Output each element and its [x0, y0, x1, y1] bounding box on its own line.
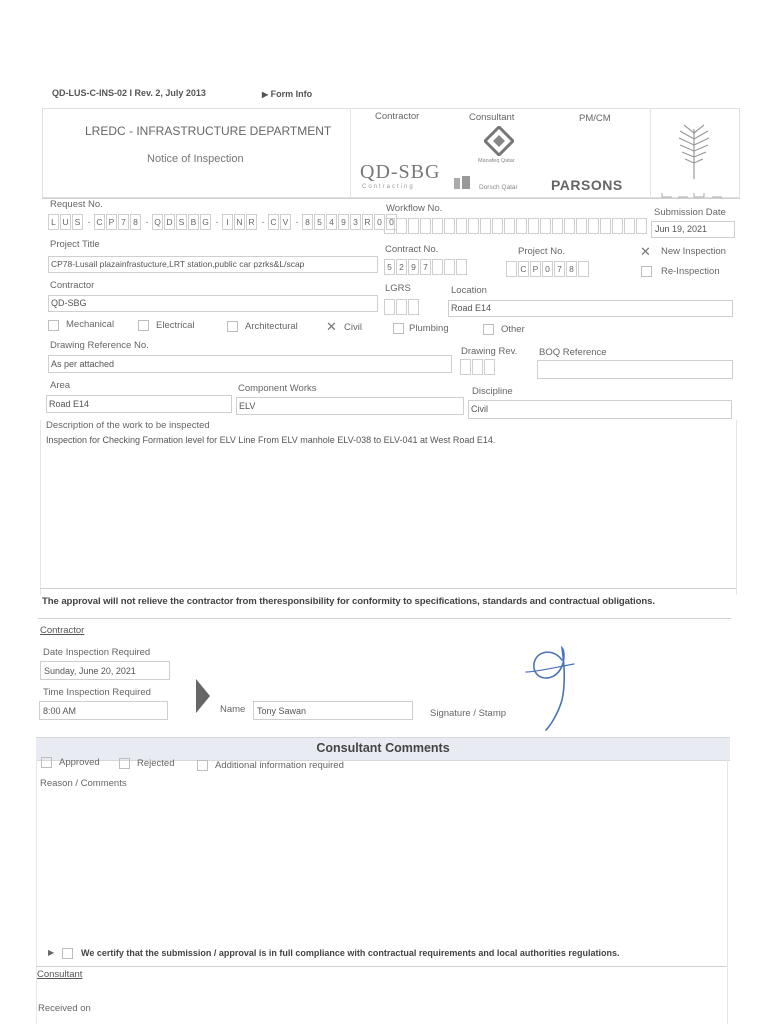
request-no-cell[interactable]: U [60, 214, 71, 230]
time-required-label: Time Inspection Required [43, 687, 151, 698]
workflow-no-cell[interactable] [408, 218, 419, 234]
contract-no-cell[interactable] [456, 259, 467, 275]
play-arrow-icon: ▶ [262, 90, 269, 99]
contractor-field[interactable]: QD-SBG [48, 295, 378, 312]
date-required-field[interactable]: Sunday, June 20, 2021 [40, 661, 170, 680]
request-no-cell[interactable]: 8 [130, 214, 141, 230]
workflow-no-cell[interactable] [516, 218, 527, 234]
request-no-cells [48, 214, 398, 230]
workflow-no-cell[interactable] [636, 218, 647, 234]
electrical-label: Electrical [156, 320, 195, 331]
drawing-rev-label: Drawing Rev. [461, 346, 518, 357]
certify-checkbox[interactable] [62, 948, 73, 959]
workflow-no-cell[interactable] [600, 218, 611, 234]
workflow-no-cell[interactable] [564, 218, 575, 234]
qdsbg-logo-sub: Contracting [362, 184, 415, 190]
civil-label: Civil [344, 322, 362, 333]
contract-no-label: Contract No. [385, 244, 439, 255]
lgrs-cells[interactable] [384, 299, 420, 315]
parsons-logo: PARSONS [551, 177, 623, 193]
drawing-rev-cells[interactable] [460, 359, 496, 375]
civil-checked-icon[interactable]: ✕ [326, 319, 337, 334]
contract-no-cell[interactable]: 2 [396, 259, 407, 275]
request-no-cell[interactable]: Q [152, 214, 163, 230]
lgrs-cell[interactable] [408, 299, 419, 315]
request-no-separator: - [145, 217, 149, 227]
lgrs-label: LGRS [385, 283, 411, 294]
plumbing-label: Plumbing [409, 323, 449, 334]
manafeq-logo-icon [484, 126, 514, 161]
workflow-no-cells[interactable] [384, 218, 648, 234]
request-no-cell[interactable]: R [246, 214, 257, 230]
new-inspection-label: New Inspection [661, 246, 726, 257]
workflow-no-cell[interactable] [432, 218, 443, 234]
workflow-no-cell[interactable] [576, 218, 587, 234]
contractor-column-label: Contractor [375, 111, 420, 122]
boq-ref-field[interactable] [537, 360, 733, 379]
request-no-cell[interactable]: P [106, 214, 117, 230]
workflow-no-cell[interactable] [480, 218, 491, 234]
project-no-cell[interactable] [506, 261, 517, 277]
rejected-checkbox[interactable] [119, 758, 130, 769]
drawing-ref-label: Drawing Reference No. [50, 340, 149, 351]
date-required-label: Date Inspection Required [43, 647, 151, 658]
request-no-separator: - [215, 217, 219, 227]
project-no-cell[interactable]: C [518, 261, 529, 277]
component-works-field[interactable]: ELV [236, 397, 464, 415]
project-title-label: Project Title [50, 239, 100, 250]
received-on-label: Received on [38, 1003, 91, 1014]
request-no-cell[interactable]: 0 [374, 214, 385, 230]
contract-no-cell[interactable]: 5 [384, 259, 395, 275]
certify-text: We certify that the submission / approval is in full compliance with contractual requirements and local authorities regulations. [81, 948, 620, 958]
submission-date-label: Submission Date [654, 207, 726, 218]
area-field[interactable]: Road E14 [46, 395, 232, 413]
drawing-rev-cell[interactable] [460, 359, 471, 375]
location-label: Location [451, 285, 487, 296]
contract-no-cell[interactable]: 7 [420, 259, 431, 275]
project-no-cell[interactable]: 7 [554, 261, 565, 277]
request-no-cell[interactable]: 5 [314, 214, 325, 230]
contract-no-cell[interactable]: 9 [408, 259, 419, 275]
workflow-no-label: Workflow No. [386, 203, 443, 214]
component-works-label: Component Works [238, 383, 317, 394]
project-no-cells[interactable] [506, 261, 590, 277]
request-no-cell[interactable]: V [280, 214, 291, 230]
reason-comments-label: Reason / Comments [40, 778, 127, 789]
other-label: Other [501, 324, 525, 335]
request-no-cell[interactable]: C [268, 214, 279, 230]
description-text: Inspection for Checking Formation level for ELV Line From ELV manhole ELV-038 to ELV-041 at West Road E14. [46, 435, 496, 445]
architectural-label: Architectural [245, 321, 298, 332]
approval-note: The approval will not relieve the contractor from theresponsibility for conformity to specifications, standards and contractual obligations. [42, 596, 655, 607]
request-no-cell[interactable]: 3 [350, 214, 361, 230]
request-no-cell[interactable]: 8 [302, 214, 313, 230]
mechanical-checkbox[interactable] [48, 320, 59, 331]
lgrs-cell[interactable] [384, 299, 395, 315]
request-no-cell[interactable]: B [188, 214, 199, 230]
request-no-cell[interactable]: S [72, 214, 83, 230]
contract-no-cell[interactable] [444, 259, 455, 275]
new-inspection-checked-icon[interactable]: ✕ [640, 244, 651, 259]
request-no-label: Request No. [50, 199, 103, 210]
location-field[interactable]: Road E14 [448, 300, 733, 317]
re-inspection-label: Re-Inspection [661, 266, 720, 277]
other-checkbox[interactable] [483, 324, 494, 335]
drawing-ref-field[interactable]: As per attached [48, 355, 452, 373]
discipline-label: Discipline [472, 386, 513, 397]
description-label: Description of the work to be inspected [46, 420, 210, 431]
form-info-link[interactable]: ▶ Form Info [262, 89, 313, 99]
additional-info-label: Additional information required [215, 760, 344, 771]
re-inspection-checkbox[interactable] [641, 266, 652, 277]
consultant-comments-heading: Consultant Comments [316, 741, 450, 755]
workflow-no-cell[interactable] [588, 218, 599, 234]
pmcm-column-label: PM/CM [579, 113, 611, 124]
lgrs-cell[interactable] [396, 299, 407, 315]
request-no-separator: - [87, 217, 91, 227]
handwritten-signature [522, 642, 578, 739]
request-no-cell[interactable]: R [362, 214, 373, 230]
request-no-cell[interactable]: 0 [386, 214, 397, 230]
request-no-cell[interactable]: 4 [326, 214, 337, 230]
workflow-no-cell[interactable] [492, 218, 503, 234]
dorsch-logo-icon [454, 176, 476, 195]
drawing-rev-cell[interactable] [472, 359, 483, 375]
submission-date-field[interactable]: Jun 19, 2021 [651, 221, 735, 238]
workflow-no-cell[interactable] [540, 218, 551, 234]
drawing-rev-cell[interactable] [484, 359, 495, 375]
qdsbg-logo: QD-SBG [360, 161, 441, 183]
project-no-label: Project No. [518, 246, 565, 257]
workflow-no-cell[interactable] [552, 218, 563, 234]
boq-ref-label: BOQ Reference [539, 347, 607, 358]
project-no-cell[interactable]: P [530, 261, 541, 277]
request-no-separator: - [261, 217, 265, 227]
workflow-no-cell[interactable] [396, 218, 407, 234]
workflow-no-cell[interactable] [384, 218, 395, 234]
name-label: Name [220, 704, 246, 715]
project-no-cell[interactable] [578, 261, 589, 277]
request-no-separator: - [295, 217, 299, 227]
approved-checkbox[interactable] [41, 757, 52, 768]
electrical-checkbox[interactable] [138, 320, 149, 331]
request-no-cell[interactable]: 7 [118, 214, 129, 230]
request-no-cell[interactable]: N [234, 214, 245, 230]
workflow-no-cell[interactable] [456, 218, 467, 234]
project-title-field[interactable]: CP78-Lusail plazainfrastucture,LRT station,public car pzrks&L/scap [48, 256, 378, 273]
signature-label: Signature / Stamp [430, 708, 507, 719]
workflow-no-cell[interactable] [444, 218, 455, 234]
approved-label: Approved [59, 757, 100, 768]
request-no-cell[interactable]: I [222, 214, 233, 230]
contractor-label: Contractor [50, 280, 95, 291]
contract-no-cell[interactable] [432, 259, 443, 275]
palm-logo-icon [676, 121, 712, 186]
request-no-cell[interactable]: S [176, 214, 187, 230]
document-title: Notice of Inspection [147, 153, 244, 165]
workflow-no-cell[interactable] [468, 218, 479, 234]
project-no-cell[interactable]: 0 [542, 261, 553, 277]
workflow-no-cell[interactable] [420, 218, 431, 234]
consultant-logo-line2: Dorsch Qatar [479, 184, 518, 191]
project-no-cell[interactable]: 8 [566, 261, 577, 277]
consultant-label: Consultant [37, 969, 83, 980]
time-required-field[interactable]: 8:00 AM [39, 701, 168, 720]
contract-no-cells[interactable] [384, 259, 468, 275]
workflow-no-cell[interactable] [612, 218, 623, 234]
request-no-cell[interactable]: D [164, 214, 175, 230]
architectural-checkbox[interactable] [227, 321, 238, 332]
rejected-label: Rejected [137, 758, 175, 769]
name-field[interactable]: Tony Sawan [253, 701, 413, 720]
consultant-column-label: Consultant [469, 112, 515, 123]
lusail-wordmark-icon [660, 185, 730, 191]
plumbing-checkbox[interactable] [393, 323, 404, 334]
workflow-no-cell[interactable] [528, 218, 539, 234]
workflow-no-cell[interactable] [504, 218, 515, 234]
contractor-section-heading: Contractor [40, 625, 85, 636]
mechanical-label: Mechanical [66, 319, 115, 330]
department-title: LREDC - INFRASTRUCTURE DEPARTMENT [85, 124, 332, 138]
area-label: Area [50, 380, 71, 391]
certify-arrow-icon: ▶ [48, 948, 55, 957]
discipline-field[interactable]: Civil [468, 400, 732, 419]
consultant-logo-line1: Manafeq Qatar [478, 158, 515, 164]
request-no-cell[interactable]: 9 [338, 214, 349, 230]
workflow-no-cell[interactable] [624, 218, 635, 234]
form-code: QD-LUS-C-INS-02 I Rev. 2, July 2013 [52, 88, 206, 98]
request-no-cell[interactable]: G [200, 214, 211, 230]
request-no-cell[interactable]: L [48, 214, 59, 230]
additional-info-checkbox[interactable] [197, 760, 208, 771]
request-no-cell[interactable]: C [94, 214, 105, 230]
pointer-arrow-icon [196, 679, 210, 718]
